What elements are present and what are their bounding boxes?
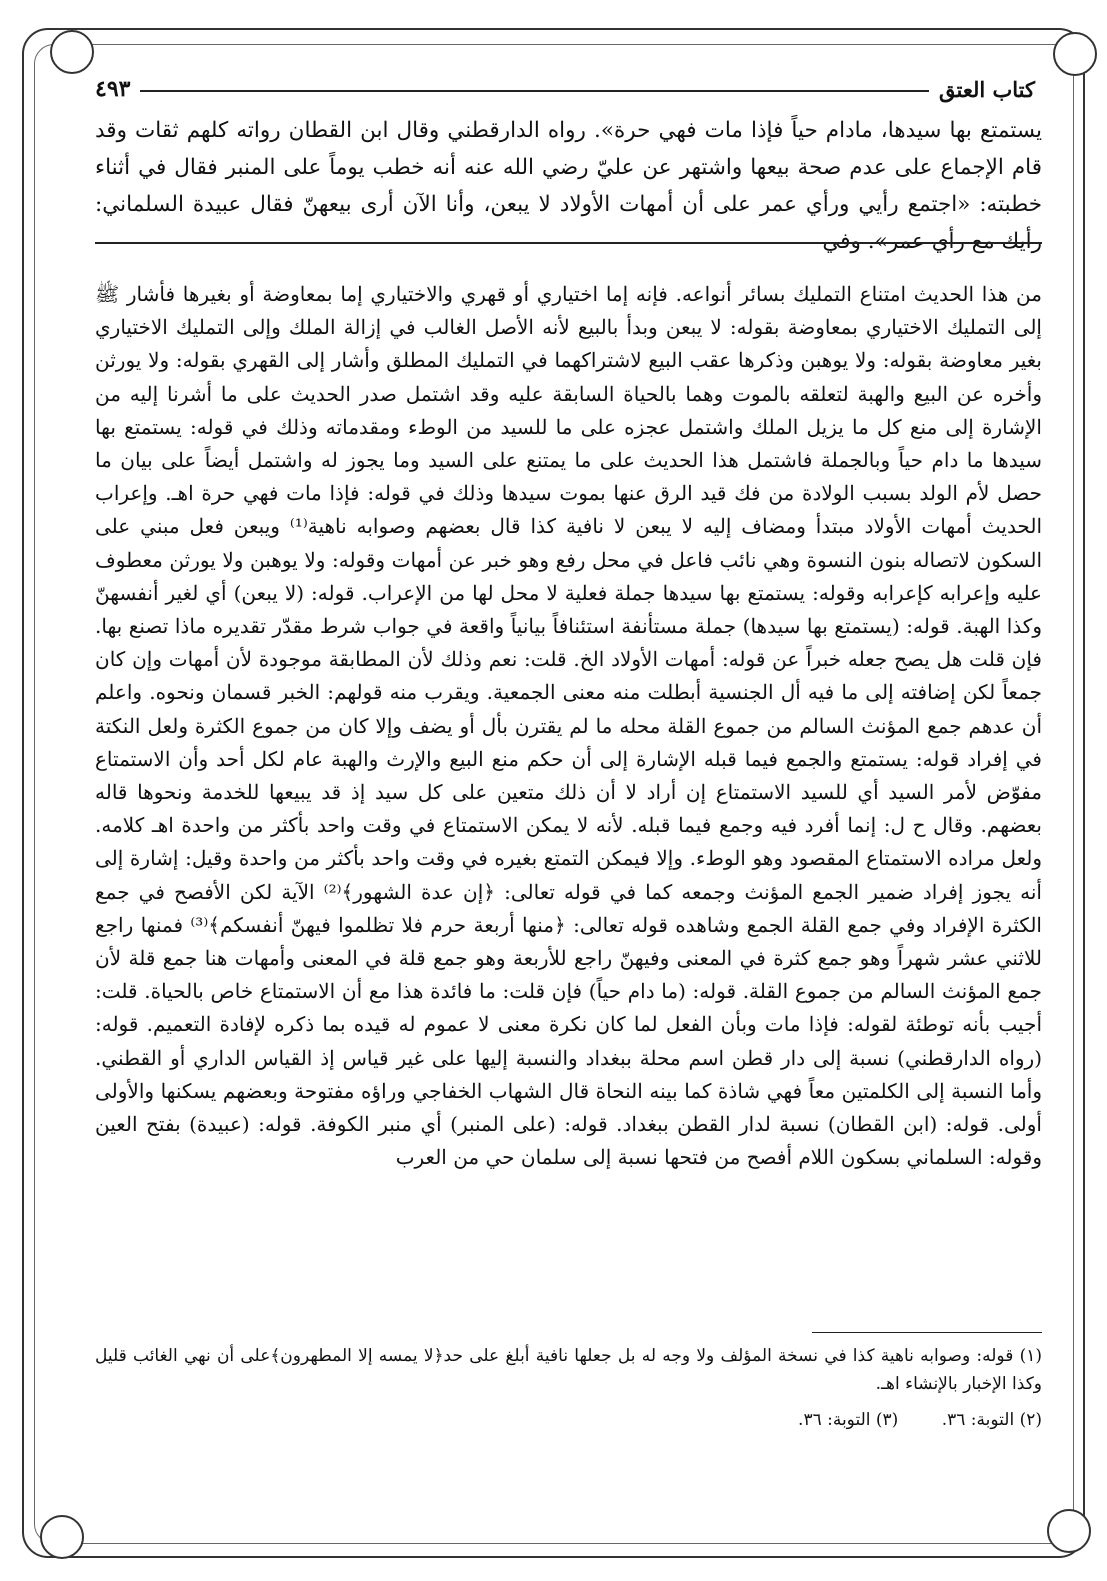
- main-text-divider: [95, 242, 1042, 244]
- ornament-bottom-left-icon: [40, 1515, 84, 1559]
- main-text: [95, 112, 1042, 260]
- footnote-3: (٣) التوبة: ٣٦.: [798, 1410, 899, 1430]
- commentary-paragraph: من هذا الحديث امتناع التمليك بسائر أنواعه. فإنه إما اختياري أو قهري والاختياري إما بمعاوضة أو بغيرها فأشار ﷺ إلى التمليك الاختياري بمعاوضة بقوله: لا يبعن وبدأ بالبيع لأنه الأصل الغالب في إزالة الملك وإلى التمليك الاختياري بغير معاوضة بقوله: ولا يوهبن وذكرها عقب البيع لاشتراكهما في التمليك المطلق وأشار إلى القهري بقوله: ولا يورثن وأخره عن البيع والهبة لتعلقه بالموت وهما بالحياة السابقة عليه وقد اشتمل صدر الحديث على ما أشرنا إليه من الإشارة إلى منع كل ما يزيل الملك واشتمل عجزه على ما للسيد من الوطء ومقدماته وذلك في قوله: يستمتع بها سيدها ما دام حياً وبالجملة فاشتمل هذا الحديث على ما يمتنع على السيد وما يجوز له واشتمل أيضاً على بيان ما حصل لأم الولد بسبب الولادة من فك قيد الرق عنها بموت سيدها وذلك في قوله: فإذا مات فهي حرة اهـ. وإعراب الحديث أمهات الأولاد مبتدأ ومضاف إليه لا يبعن لا نافية كذا قال بعضهم وصوابه ناهية⁽¹⁾ ويبعن فعل مبني على السكون لاتصاله بنون النسوة وهي نائب فاعل في محل رفع وهو خبر عن أمهات وقوله: ولا يوهبن ولا يورثن معطوف عليه وإعرابه كإعرابه وقوله: يستمتع بها سيدها جملة فعلية لا محل لها من الإعراب. قوله: (لا يبعن) أي لغير أنفسهنّ وكذا الهبة. قوله: (يستمتع بها سيدها) جملة مستأنفة استئنافاً بيانياً واقعة في جواب شرط مقدّر تقديره ماذا تصنع بها. فإن قلت هل يصح جعله خبراً عن قوله: أمهات الأولاد الخ. قلت: نعم وذلك لأن المطابقة موجودة لأن أمهات وإن كان جمعاً لكن إضافته إلى ما فيه أل الجنسية أبطلت منه معنى الجمعية. ويقرب منه قولهم: الخبر قسمان ونحوه. واعلم أن عدهم جمع المؤنث السالم من جموع القلة محله ما لم يقترن بأل أو يضف وإلا كان من جموع الكثرة ولعل النكتة في إفراد قوله: يستمتع والجمع فيما قبله الإشارة إلى أن حكم منع البيع والإرث والهبة عام لكل أحد وأن الاستمتاع مفوّض لأمر السيد أي للسيد الاستمتاع إن أراد لا أن ذلك متعين على كل سيد إذ قد يبيعها للخدمة ونحوها قاله بعضهم. وقال ح ل: إنما أفرد فيه وجمع فيما قبله. لأنه لا يمكن الاستمتاع في وقت واحد بأكثر من واحدة اهـ كلامه. ولعل مراده الاستمتاع المقصود وهو الوطء. وإلا فيمكن التمتع بغيره في وقت واحد بأكثر من واحدة وقيل: إشارة إلى أنه يجوز إفراد ضمير الجمع المؤنث وجمعه كما في قوله تعالى: ﴿إن عدة الشهور﴾⁽²⁾ الآية لكن الأفصح في جمع الكثرة الإفراد وفي جمع القلة الجمع وشاهده قوله تعالى: ﴿منها أربعة حرم فلا تظلموا فيهنّ أنفسكم﴾⁽³⁾ فمنها راجع للاثني عشر شهراً وهو جمع كثرة في المعنى وفيهنّ راجع للأربعة وهو جمع قلة في المعنى وأمهات هنا جمع قلة لأن جمع المؤنث السالم من جموع القلة. قوله: (ما دام حياً) فإن قلت: ما فائدة هذا مع أن الاستمتاع خاص بالحياة. قلت: أجيب بأنه توطئة لقوله: فإذا مات وبأن الفعل لما كان نكرة معنى لا عموم له قيده بما ذكره لإفادة التعميم. قوله: (رواه الدارقطني) نسبة إلى دار قطن اسم محلة ببغداد والنسبة إليها على غير قياس إذ القياس الداري أو القطني. وأما النسبة إلى الكلمتين معاً فهي شاذة كما بينه النحاة قال الشهاب الخفاجي وراؤه مفتوحة وبعضهم يسكنها والأولى أولى. قوله: (ابن القطان) نسبة لدار القطن ببغداد. قوله: (على المنبر) أي منبر الكوفة. قوله: (عبيدة) بفتح العين وقوله: السلماني بسكون اللام أفصح من فتحها نسبة إلى سلمان حي من العرب: [95, 282, 1042, 1170]
- footnote-divider: [812, 1332, 1042, 1333]
- book-title: كتاب العتق: [938, 76, 1035, 102]
- ornament-top-right-icon: [1053, 32, 1097, 76]
- main-text-paragraph: يستمتع بها سيدها، مادام حياً فإذا مات فهي حرة». رواه الدارقطني وقال ابن القطان رواته كلهم ثقات وقد قام الإجماع على عدم صحة بيعها واشتهر عن عليّ رضي الله عنه أنه خطب يوماً على المنبر فقال في أثناء خطبته: «اجتمع رأيي ورأي عمر على أن أمهات الأولاد لا يبعن، وأنا الآن أرى بيعهنّ فقال عبيدة السلماني: رأيك مع رأي عمر». وفي: [95, 118, 1042, 254]
- footnote-refs: [95, 1406, 1042, 1434]
- commentary: [95, 278, 1042, 1174]
- footnote-2: (٢) التوبة: ٣٦.: [941, 1410, 1042, 1430]
- page-number: ٤٩٣: [95, 76, 131, 102]
- footnote-1: (١) قوله: وصوابه ناهية كذا في نسخة المؤلف ولا وجه له بل جعلها نافية أبلغ على حد﴿لا يمسه إلا المطهرون﴾على أن نهي الغائب قليل وكذا الإخبار بالإنشاء اهـ.: [95, 1346, 1042, 1394]
- ornament-top-left-icon: [50, 30, 94, 74]
- header-rule: [140, 90, 929, 92]
- footnotes: [95, 1342, 1042, 1442]
- ornament-bottom-right-icon: [1047, 1509, 1091, 1553]
- page-header: [95, 72, 1035, 106]
